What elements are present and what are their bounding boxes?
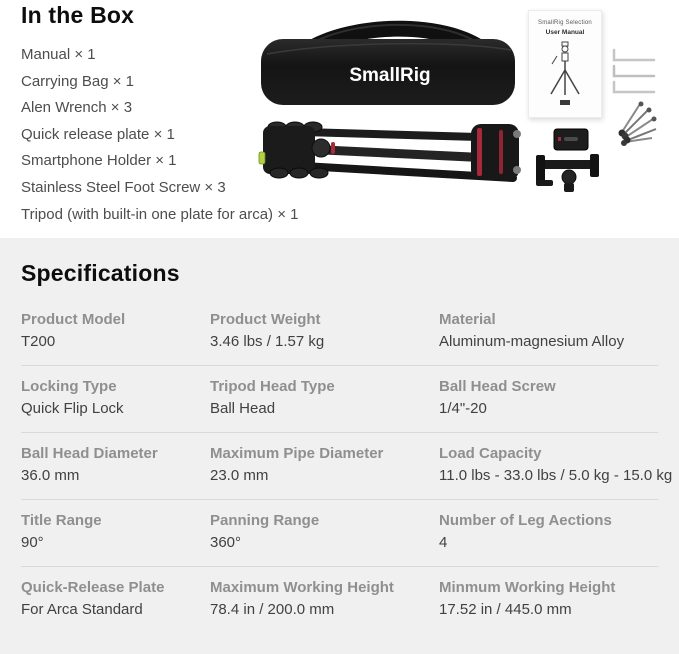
spec-value: T200: [21, 333, 56, 350]
specifications-section: [0, 238, 679, 654]
spec-cell-panning-range: [210, 512, 439, 551]
in-the-box-section: [0, 0, 679, 238]
spec-label: Material: [439, 311, 496, 328]
spec-label: Maximum Pipe Diameter: [210, 445, 384, 462]
spec-value: 17.52 in / 445.0 mm: [439, 601, 572, 618]
spec-value: Aluminum-magnesium Alloy: [439, 333, 625, 350]
manual-subtitle-text: User Manual: [545, 29, 585, 36]
manual-title-text: SmallRig Selection: [538, 20, 592, 26]
spec-label: Product Weight: [210, 311, 321, 328]
in-the-box-title: In the Box: [21, 2, 135, 28]
spec-row: [21, 366, 658, 433]
bag-logo-text: SmallRig: [349, 65, 431, 86]
spec-row: [21, 567, 658, 633]
spec-cell-leg-sections: [439, 512, 658, 551]
spec-cell-tripod-head-type: [210, 378, 439, 417]
box-list-item: Alen Wrench × 3: [21, 99, 133, 117]
spec-value: For Arca Standard: [21, 601, 143, 618]
spec-cell-min-working-height: [439, 579, 658, 618]
spec-cell-product-model: [21, 311, 210, 350]
spec-cell-ball-head-diameter: [21, 445, 210, 484]
carrying-bag-image: [253, 2, 523, 108]
user-manual-image: [528, 10, 602, 118]
spec-cell-product-weight: [210, 311, 439, 350]
box-list-item: Quick release plate × 1: [21, 125, 175, 143]
spec-cell-max-working-height: [210, 579, 439, 618]
spec-label: Locking Type: [21, 378, 117, 395]
spec-value: 78.4 in / 200.0 mm: [210, 601, 335, 618]
spec-label: Minmum Working Height: [439, 579, 616, 596]
product-collage: [240, 0, 679, 232]
screws-image: [610, 96, 660, 148]
spec-value: 36.0 mm: [21, 467, 80, 484]
spec-label: Panning Range: [210, 512, 320, 529]
spec-label: Number of Leg Aections: [439, 512, 612, 529]
spec-row: [21, 299, 658, 366]
spec-cell-locking-type: [21, 378, 210, 417]
spec-value: 11.0 lbs - 33.0 lbs / 5.0 kg - 15.0 kg: [439, 467, 673, 484]
spec-label: Tripod Head Type: [210, 378, 335, 395]
spec-label: Maximum Working Height: [210, 579, 394, 596]
smartphone-holder-image: [531, 150, 607, 204]
spec-label: Ball Head Screw: [439, 378, 556, 395]
box-list-item: Smartphone Holder × 1: [21, 152, 177, 170]
spec-label: Quick-Release Plate: [21, 579, 165, 596]
specifications-grid: [21, 299, 673, 633]
box-list-item: Manual × 1: [21, 46, 96, 63]
manual-tripod-drawing: [543, 40, 587, 98]
box-list-item: Tripod (with built-in one plate for arca) × 1: [21, 205, 299, 223]
allen-wrench-image: [606, 48, 660, 100]
manual-logo-mark: [560, 100, 570, 105]
spec-value: 4: [439, 534, 448, 551]
spec-cell-material: [439, 311, 658, 350]
spec-row: [21, 500, 658, 567]
spec-label: Title Range: [21, 512, 102, 529]
spec-row: [21, 433, 673, 500]
spec-label: Ball Head Diameter: [21, 445, 158, 462]
spec-label: Load Capacity: [439, 445, 542, 462]
specifications-title: Specifications: [21, 260, 180, 286]
spec-value: 360°: [210, 534, 242, 551]
spec-cell-ball-head-screw: [439, 378, 658, 417]
box-list-item: Carrying Bag × 1: [21, 72, 134, 90]
spec-cell-max-pipe-diameter: [210, 445, 439, 484]
tripod-image: [255, 112, 525, 190]
spec-value: Quick Flip Lock: [21, 400, 124, 417]
spec-value: Ball Head: [210, 400, 276, 417]
spec-cell-load-capacity: [439, 445, 672, 484]
spec-value: 3.46 lbs / 1.57 kg: [210, 333, 325, 350]
box-list-item: Stainless Steel Foot Screw × 3: [21, 178, 226, 196]
spec-cell-quick-release-plate: [21, 579, 210, 618]
spec-value: 1/4"-20: [439, 400, 487, 417]
spec-value: 90°: [21, 534, 44, 551]
spec-label: Product Model: [21, 311, 126, 328]
spec-cell-title-range: [21, 512, 210, 551]
spec-value: 23.0 mm: [210, 467, 269, 484]
